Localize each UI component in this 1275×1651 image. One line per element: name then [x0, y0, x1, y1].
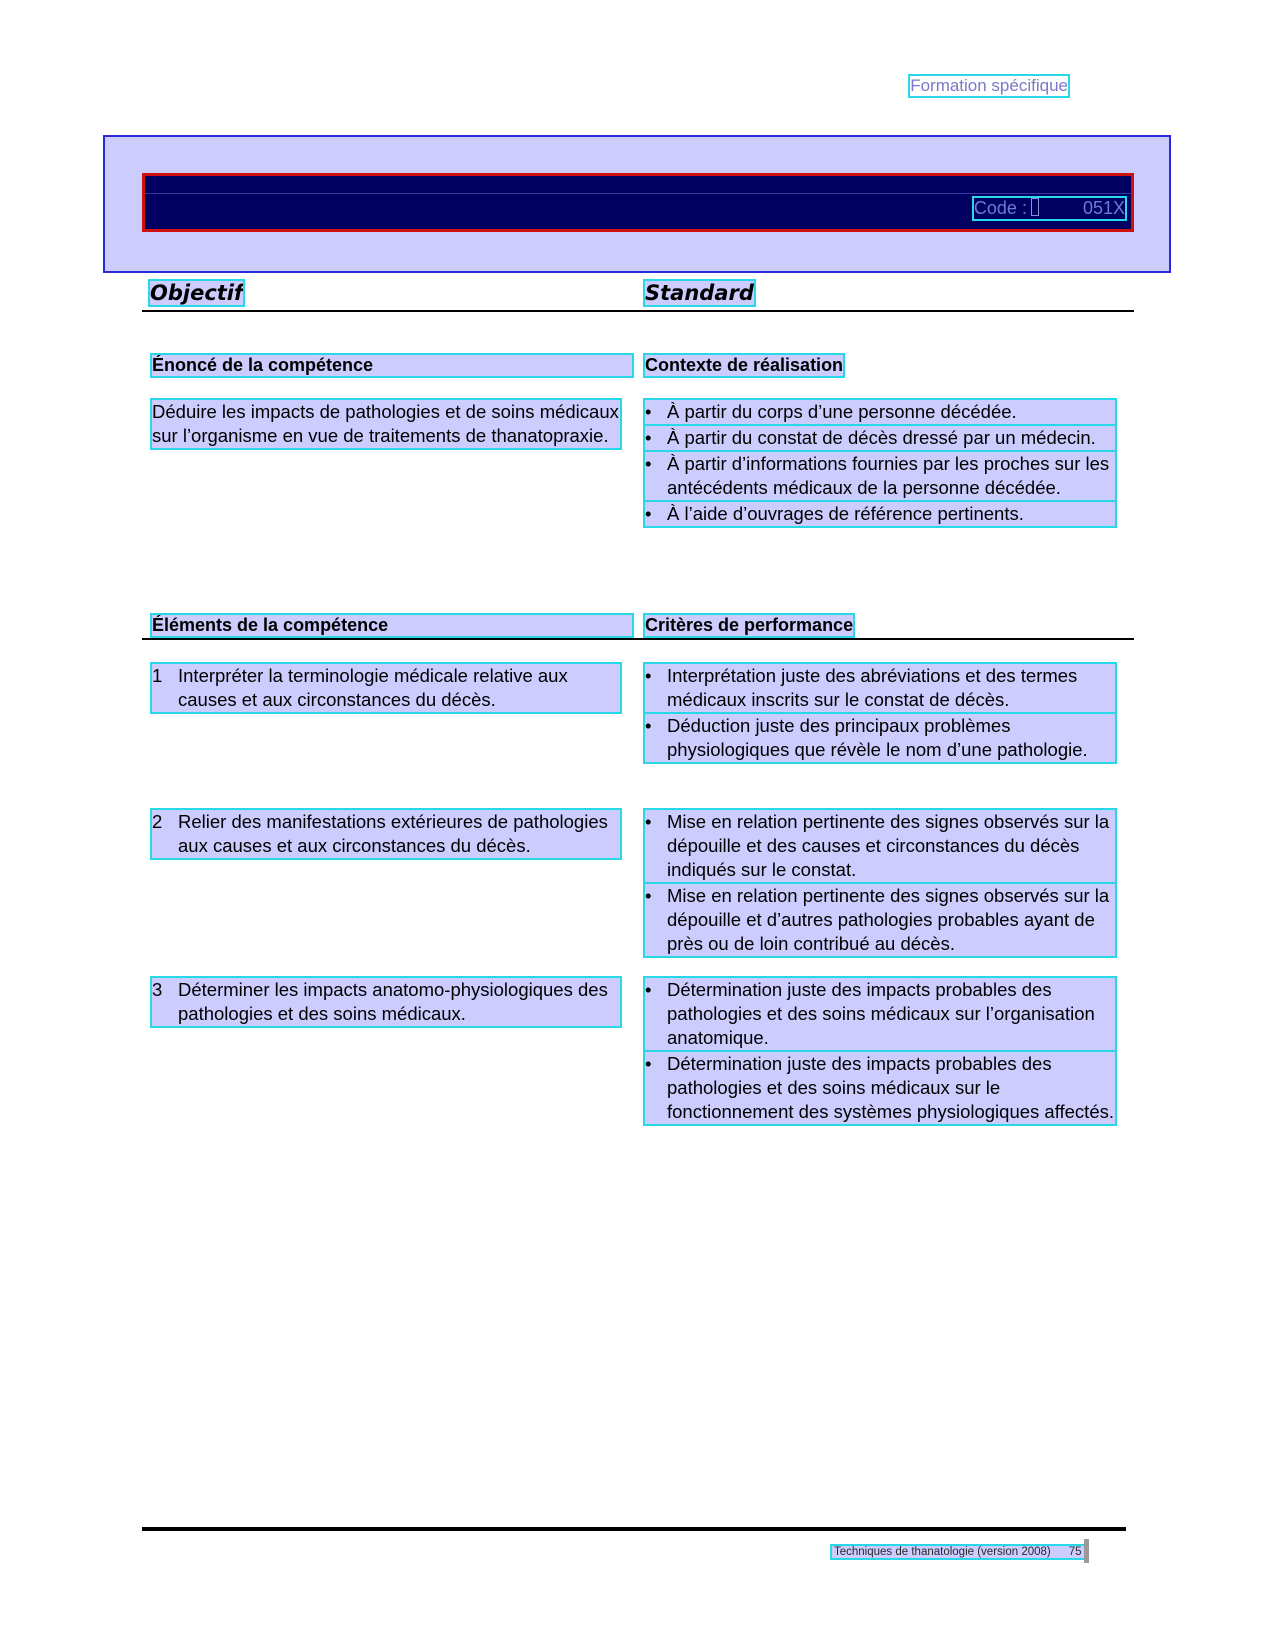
criterion-item: • Détermination juste des impacts probables des pathologies et des soins médicaux sur le fonctionnement des systèmes physiologiques affectés. [645, 1052, 1115, 1124]
contexte-list [645, 400, 1115, 528]
elements-heading: Éléments de la compétence [152, 615, 632, 636]
footer-title: Techniques de thanatologie (version 2008) [834, 1546, 1051, 1558]
element-3 [152, 978, 620, 1026]
elements-rule [142, 638, 1134, 640]
element-1 [152, 664, 620, 712]
element-number: 1 [152, 665, 163, 686]
contexte-item: • À partir du corps d’une personne décédée. [645, 400, 1115, 424]
criterion-item: • Mise en relation pertinente des signes observés sur la dépouille et d’autres pathologies probables ayant de près ou de loin contribué au décès. [645, 884, 1115, 956]
element-number: 2 [152, 811, 163, 832]
enonce-text: Déduire les impacts de pathologies et de soins médicaux sur l’organisme en vue de traitements de thanatopraxie. [152, 401, 619, 446]
element-text: Interpréter la terminologie médicale relative aux causes et aux circonstances du décès. [178, 665, 568, 710]
element-text: Déterminer les impacts anatomo-physiologiques des pathologies et des soins médicaux. [178, 979, 608, 1024]
code-bar [142, 173, 1134, 232]
contexte-heading: Contexte de réalisation [645, 355, 844, 375]
footer-separator [1084, 1539, 1089, 1563]
criterion-item: • Interprétation juste des abréviations et des termes médicaux inscrits sur le constat de décès. [645, 664, 1115, 712]
code-separator [1031, 198, 1039, 216]
criteres-heading: Critères de performance [645, 615, 854, 635]
contexte-item: • À l’aide d’ouvrages de référence pertinents. [645, 502, 1115, 526]
page-number: 75 [1068, 1546, 1082, 1558]
bar-divider [145, 193, 1131, 194]
criteria-list-1 [645, 664, 1115, 764]
element-text: Relier des manifestations extérieures de pathologies aux causes et aux circonstances du décès. [178, 811, 608, 856]
enonce-heading: Énoncé de la compétence [152, 355, 632, 376]
section-title-objectif: Objectif [150, 281, 244, 305]
element-number: 3 [152, 979, 163, 1000]
criterion-item: • Mise en relation pertinente des signes observés sur la dépouille et des causes et circonstances du décès indiqués sur le constat. [645, 810, 1115, 882]
competency-banner [103, 135, 1171, 273]
code-value: 051X [1082, 198, 1125, 218]
contexte-item: • À partir d’informations fournies par les proches sur les antécédents médicaux de la personne décédée. [645, 452, 1115, 500]
program-section-label: Formation spécifique [910, 76, 1068, 95]
competency-code [974, 198, 1125, 219]
criteria-list-3 [645, 978, 1115, 1126]
contexte-item: • À partir du constat de décès dressé par un médecin. [645, 426, 1115, 450]
element-2 [152, 810, 620, 858]
criterion-item: • Déduction juste des principaux problèmes physiologiques que révèle le nom d’une pathologie. [645, 714, 1115, 762]
criteria-list-2 [645, 810, 1115, 958]
section-title-standard: Standard [645, 281, 754, 305]
criterion-item: • Détermination juste des impacts probables des pathologies et des soins médicaux sur l’organisation anatomique. [645, 978, 1115, 1050]
section-rule [142, 310, 1134, 312]
code-label: Code : [973, 198, 1027, 218]
footer-rule [142, 1527, 1126, 1531]
page-footer [832, 1546, 1084, 1558]
